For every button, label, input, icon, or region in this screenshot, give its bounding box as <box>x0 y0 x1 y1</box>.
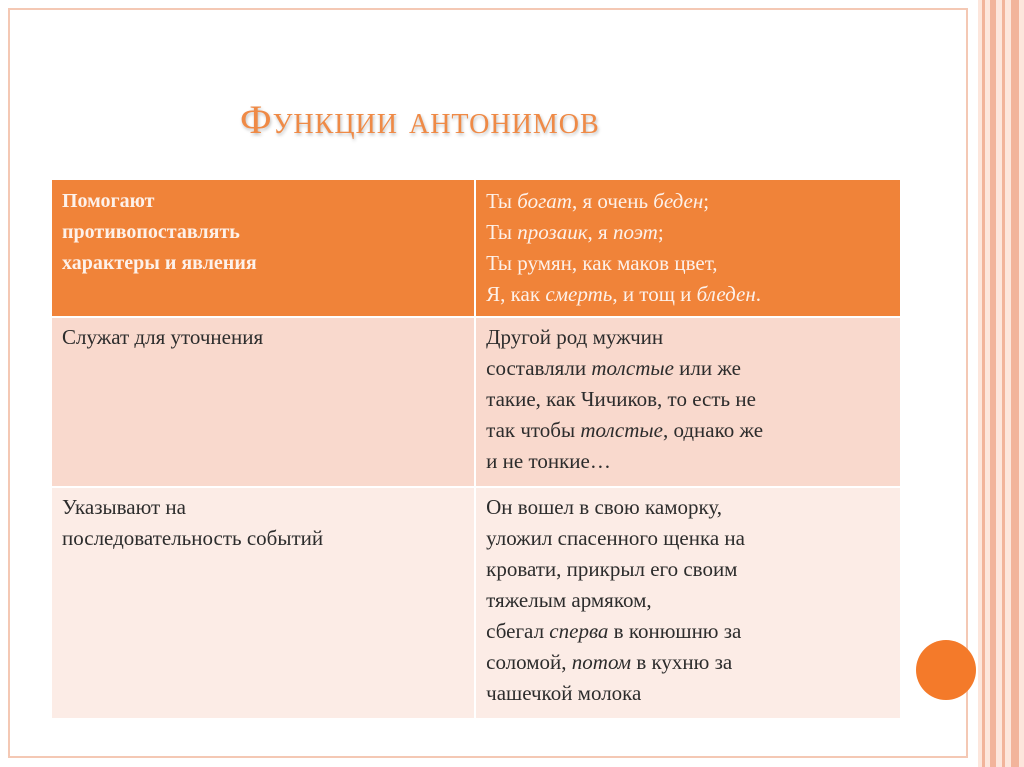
example-line <box>486 217 890 248</box>
function-line: Помогают <box>62 190 155 212</box>
stripe <box>1011 0 1019 767</box>
antonym-word: сперва <box>549 619 609 643</box>
example-text: или же <box>673 356 741 380</box>
antonym-word: бледен <box>696 282 756 306</box>
antonym-word: толстые <box>580 418 663 442</box>
example-line <box>486 279 890 310</box>
example-text: Ты <box>486 189 518 213</box>
example-line <box>486 554 890 585</box>
example-text: так чтобы <box>486 418 581 442</box>
table-row <box>51 317 901 487</box>
example-text: Я, как <box>486 282 546 306</box>
example-text: в кухню за <box>631 650 733 674</box>
example-cell <box>475 179 901 317</box>
example-line <box>486 585 890 616</box>
example-text: кровати, прикрыл его своим <box>486 557 738 581</box>
example-line <box>486 322 890 353</box>
example-text: ; <box>657 220 664 244</box>
table-row <box>51 179 901 317</box>
function-cell <box>51 179 475 317</box>
function-line: Служат для уточнения <box>62 325 264 349</box>
antonym-word: поэт <box>612 220 658 244</box>
example-cell <box>475 317 901 487</box>
stripe <box>990 0 996 767</box>
example-line <box>486 492 890 523</box>
example-text: и не тонкие… <box>486 449 611 473</box>
example-line <box>486 186 890 217</box>
example-text: сбегал <box>486 619 550 643</box>
example-text: соломой, <box>486 650 572 674</box>
antonym-word: толстые <box>591 356 674 380</box>
stripe <box>982 0 985 767</box>
example-text: , и тощ и <box>612 282 697 306</box>
example-text: такие, как Чичиков, то есть не <box>486 387 756 411</box>
example-line <box>486 678 890 709</box>
example-line <box>486 523 890 554</box>
example-text: ; <box>703 189 710 213</box>
function-cell <box>51 487 475 719</box>
example-text: , однако же <box>662 418 764 442</box>
decorative-stripes <box>978 0 1024 767</box>
antonym-functions-table <box>50 178 902 720</box>
example-text: Ты <box>486 220 518 244</box>
example-line <box>486 248 890 279</box>
function-line: последовательность событий <box>62 526 324 550</box>
antonym-word: богат <box>517 189 572 213</box>
example-line <box>486 616 890 647</box>
example-cell <box>475 487 901 719</box>
slide-title: Функции антонимов <box>240 97 600 142</box>
example-line <box>486 647 890 678</box>
stripe <box>1002 0 1005 767</box>
function-line: характеры и явления <box>62 252 257 274</box>
function-line: Указывают на <box>62 495 186 519</box>
example-text: чашечкой молока <box>486 681 642 705</box>
example-text: Другой род мужчин <box>486 325 664 349</box>
example-line <box>486 353 890 384</box>
example-text: Он вошел в свою каморку, <box>486 495 723 519</box>
example-text: . <box>755 282 762 306</box>
example-line <box>486 415 890 446</box>
table-row <box>51 487 901 719</box>
example-text: , я очень <box>571 189 654 213</box>
example-line <box>486 384 890 415</box>
antonym-word: прозаик <box>517 220 588 244</box>
function-line: противопоставлять <box>62 221 240 243</box>
function-cell <box>51 317 475 487</box>
antonym-word: беден <box>653 189 704 213</box>
example-text: уложил спасенного щенка на <box>486 526 745 550</box>
example-text: Ты румян, как маков цвет, <box>486 251 718 275</box>
antonym-word: потом <box>571 650 632 674</box>
antonym-word: смерть <box>545 282 613 306</box>
example-text: составляли <box>486 356 592 380</box>
example-text: в конюшню за <box>608 619 742 643</box>
decorative-circle <box>916 640 976 700</box>
example-text: , я <box>587 220 613 244</box>
example-text: тяжелым армяком, <box>486 588 652 612</box>
example-line <box>486 446 890 477</box>
